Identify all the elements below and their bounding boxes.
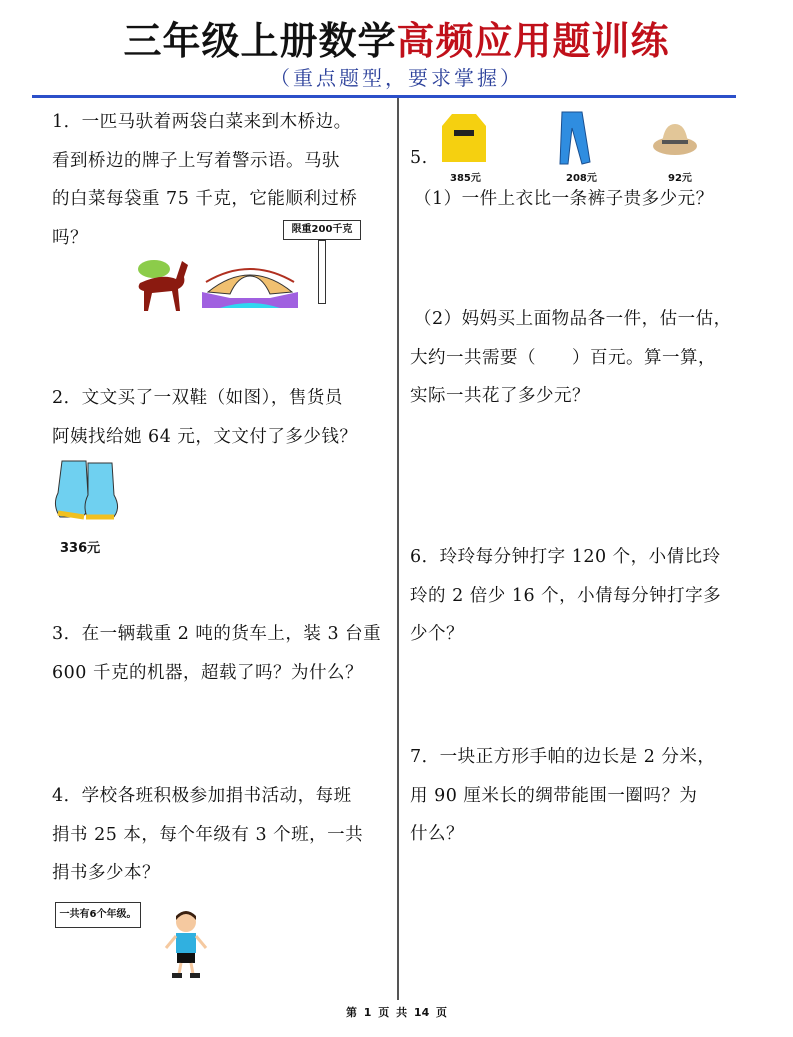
q1-line: 1．一匹马驮着两袋白菜来到木桥边。 — [52, 112, 352, 132]
weight-limit-sign: 限重200千克 — [283, 220, 361, 240]
pants-image — [558, 110, 592, 166]
q7-line: 什么？ — [410, 824, 464, 844]
q5-part2 — [410, 300, 754, 416]
shoes-image — [52, 455, 124, 525]
shoes-price: 336元 — [60, 541, 101, 556]
page-title — [0, 10, 793, 65]
boy-image — [162, 910, 210, 980]
hat-image — [652, 122, 698, 158]
question-3 — [52, 615, 392, 692]
q6-line: 玲的 2 倍少 16 个，小倩每分钟打字多 — [410, 585, 722, 606]
speech-bubble: 一共有6个年级。 — [55, 902, 141, 928]
bridge-image — [200, 262, 300, 310]
page-number: 第 1 页 共 14 页 — [345, 1006, 448, 1019]
q3-line: 3．在一辆载重 2 吨的货车上，装 3 台重 — [52, 624, 382, 644]
q1-line: 看到桥边的牌子上写着警示语。马驮 — [52, 150, 340, 171]
page-subtitle: （重点题型，要求掌握） — [270, 66, 523, 90]
q4-line: 捐书多少本？ — [52, 863, 160, 883]
sign-post — [318, 240, 326, 304]
title-black: 三年级上册数学 — [123, 19, 397, 63]
question-7 — [410, 738, 750, 854]
sweater-image — [440, 112, 488, 164]
q2-line: 阿姨找给她 64 元，文文付了多少钱？ — [52, 426, 358, 447]
question-2 — [52, 379, 392, 456]
q5-line: 实际一共花了多少元？ — [410, 386, 590, 406]
q5-part1: （1）一件上衣比一条裤子贵多少元？ — [414, 189, 714, 209]
q3-line: 600 千克的机器，超载了吗？为什么？ — [52, 662, 363, 683]
q5-line: 大约一共需要（ ）百元。算一算， — [410, 347, 716, 368]
q1-line: 的白菜每袋重 75 千克，它能顺利过桥 — [52, 189, 358, 209]
column-divider — [397, 98, 399, 1000]
q5-number: 5. — [410, 148, 428, 168]
header-divider — [32, 95, 736, 98]
horse-image — [132, 255, 192, 313]
hat-price: 92元 — [668, 173, 692, 184]
question-6 — [410, 538, 750, 654]
q4-line: 捐书 25 本，每个年级有 3 个班，一共 — [52, 824, 364, 845]
q6-line: 少个？ — [410, 624, 464, 644]
q7-line: 7．一块正方形手帕的边长是 2 分米， — [410, 747, 716, 767]
q1-line: 吗？ — [52, 227, 88, 248]
sweater-price: 385元 — [450, 173, 481, 184]
question-4 — [52, 777, 392, 893]
q4-line: 4．学校各班积极参加捐书活动，每班 — [52, 786, 352, 806]
q7-line: 用 90 厘米长的绸带能围一圈吗？为 — [410, 785, 698, 806]
pants-price: 208元 — [566, 173, 597, 184]
title-red: 高频应用题训练 — [396, 19, 670, 63]
q2-line: 2．文文买了一双鞋（如图），售货员 — [52, 388, 343, 408]
q5-line: （2）妈妈买上面物品各一件，估一估， — [414, 309, 732, 329]
q6-line: 6．玲玲每分钟打字 120 个，小倩比玲 — [410, 547, 721, 567]
